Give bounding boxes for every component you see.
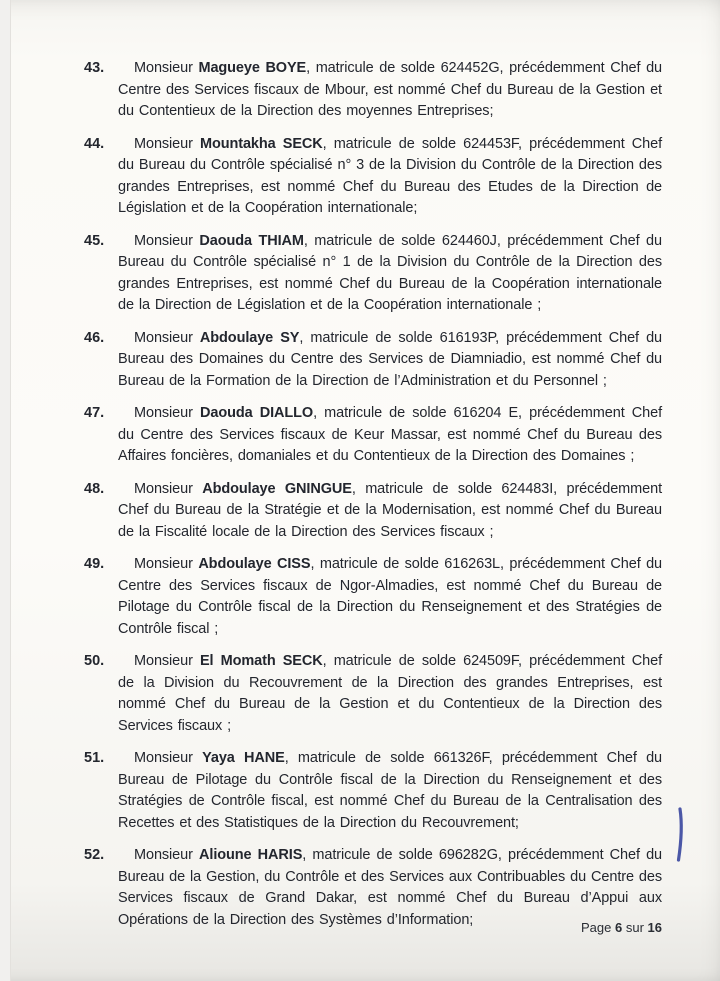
- item-prefix: Monsieur: [134, 556, 199, 572]
- list-item: [84, 328, 662, 393]
- item-rest: , matricule de solde 624460J, précédemment Chef du Bureau du Contrôle spécialisé n° 1 de la Division du Contrôle de la Direction des grandes Entreprises, est nommé Chef du Bureau de la Coopération internationale de la Direction de Législation et de la Coopération internationale ;: [118, 232, 662, 313]
- item-number: 43.: [84, 60, 105, 76]
- pen-mark-stroke: [672, 806, 688, 864]
- item-rest: , matricule de solde 624453F, précédemment Chef du Bureau du Contrôle spécialisé n° 3 de la Division du Contrôle de la Direction des grandes Entreprises, est nommé Chef du Bureau des Etudes de la Direction de Législation et de la Coopération internationale;: [118, 135, 663, 216]
- item-prefix: Monsieur: [134, 232, 200, 249]
- item-number: 52.: [84, 847, 105, 863]
- item-prefix: Monsieur: [134, 847, 200, 863]
- footer-separator: sur: [625, 920, 644, 935]
- item-number: 49.: [84, 556, 105, 572]
- footer-page-number: 6: [614, 920, 623, 935]
- item-rest: , matricule de solde 616193P, précédemment Chef du Bureau des Domaines du Centre des Services de Diamniadio, est nommé Chef du Bureau de la Formation de la Direction de l’Administration et du Personnel ;: [118, 329, 662, 389]
- person-name: Daouda DIALLO: [199, 405, 314, 421]
- scan-edge-shadow: [0, 0, 11, 981]
- item-rest: , matricule de solde 661326F, précédemment Chef du Bureau de Pilotage du Contrôle fiscal de la Direction du Renseignement et des Stratégies de Contrôle fiscal, est nommé Chef du Bureau de la Centralisation des Recettes et des Statistiques de la Direction du Recouvrement;: [118, 750, 663, 831]
- item-text: [118, 403, 662, 468]
- list-item: [84, 58, 662, 123]
- item-text: [118, 845, 662, 931]
- list-item: [84, 134, 663, 220]
- item-prefix: Monsieur: [134, 405, 200, 421]
- item-prefix: Monsieur: [134, 750, 203, 766]
- item-number: 46.: [84, 329, 105, 346]
- person-name: Alioune HARIS: [199, 847, 303, 863]
- page-footer: [0, 920, 662, 935]
- item-prefix: Monsieur: [134, 60, 199, 76]
- item-prefix: Monsieur: [134, 480, 203, 497]
- item-text: [118, 479, 662, 544]
- item-text: [118, 231, 662, 317]
- item-rest: , matricule de solde 616263L, précédemment Chef du Centre des Services fiscaux de Ngor-Almadies, est nommé Chef du Bureau de Pilotage du Contrôle fiscal de la Direction du Renseignement et des Stratégies de Contrôle fiscal ;: [118, 556, 663, 637]
- list-item: [84, 403, 662, 468]
- item-text: [118, 651, 662, 737]
- item-rest: , matricule de solde 624452G, précédemment Chef du Centre des Services fiscaux de Mbour, est nommé Chef du Bureau de la Gestion et du Contentieux de la Direction des moyennes Entreprises;: [118, 60, 662, 119]
- item-prefix: Monsieur: [134, 135, 200, 152]
- person-name: El Momath SECK: [199, 653, 323, 669]
- person-name: Abdoulaye CISS: [198, 556, 311, 572]
- footer-total-pages: 16: [647, 920, 662, 935]
- person-name: Abdoulaye SY: [199, 329, 300, 346]
- item-prefix: Monsieur: [134, 329, 200, 346]
- item-text: [118, 328, 662, 393]
- item-text: [118, 134, 662, 220]
- item-number: 51.: [84, 750, 105, 766]
- item-number: 47.: [84, 405, 105, 421]
- list-item: [84, 748, 663, 834]
- item-text: [118, 554, 662, 640]
- person-name: Magueye BOYE: [198, 60, 307, 76]
- list-item: [84, 479, 663, 544]
- item-rest: , matricule de solde 616204 E, précédemment Chef du Centre des Services fiscaux de Keur Massar, est nommé Chef du Bureau des Affaires foncières, domaniales et du Contentieux de la Direction des Domaines ;: [118, 405, 662, 464]
- list-item: [84, 554, 663, 640]
- item-text: [118, 58, 662, 123]
- list-item: [84, 651, 662, 737]
- item-prefix: Monsieur: [134, 653, 200, 669]
- item-rest: , matricule de solde 624509F, précédemment Chef de la Division du Recouvrement de la Direction des grandes Entreprises, est nommé Chef du Bureau de la Gestion et du Contentieux de la Direction des Services fiscaux ;: [118, 653, 662, 734]
- list-item: [84, 231, 662, 317]
- item-rest: , matricule de solde 624483I, précédemment Chef du Bureau de la Stratégie et de la Modernisation, est nommé Chef du Bureau de la Fiscalité locale de la Direction des Services fiscaux ;: [118, 480, 663, 540]
- item-number: 50.: [84, 653, 105, 669]
- person-name: Abdoulaye GNINGUE: [202, 480, 352, 497]
- item-rest: , matricule de solde 696282G, précédemment Chef du Bureau de la Gestion, du Contrôle et des Services aux Contribuables du Centre des Services fiscaux de Grand Dakar, est nommé Chef du Bureau d’Appui aux Opérations de la Direction des Systèmes d’Information;: [118, 847, 663, 928]
- person-name: Yaya HANE: [202, 750, 285, 766]
- item-number: 48.: [84, 480, 105, 497]
- item-number: 44.: [84, 135, 105, 152]
- item-text: [118, 748, 662, 834]
- person-name: Mountakha SECK: [199, 135, 323, 152]
- footer-label: Page: [580, 920, 612, 935]
- document-body: [84, 58, 663, 942]
- person-name: Daouda THIAM: [199, 232, 304, 249]
- list-item: [84, 845, 663, 931]
- item-number: 45.: [84, 232, 105, 249]
